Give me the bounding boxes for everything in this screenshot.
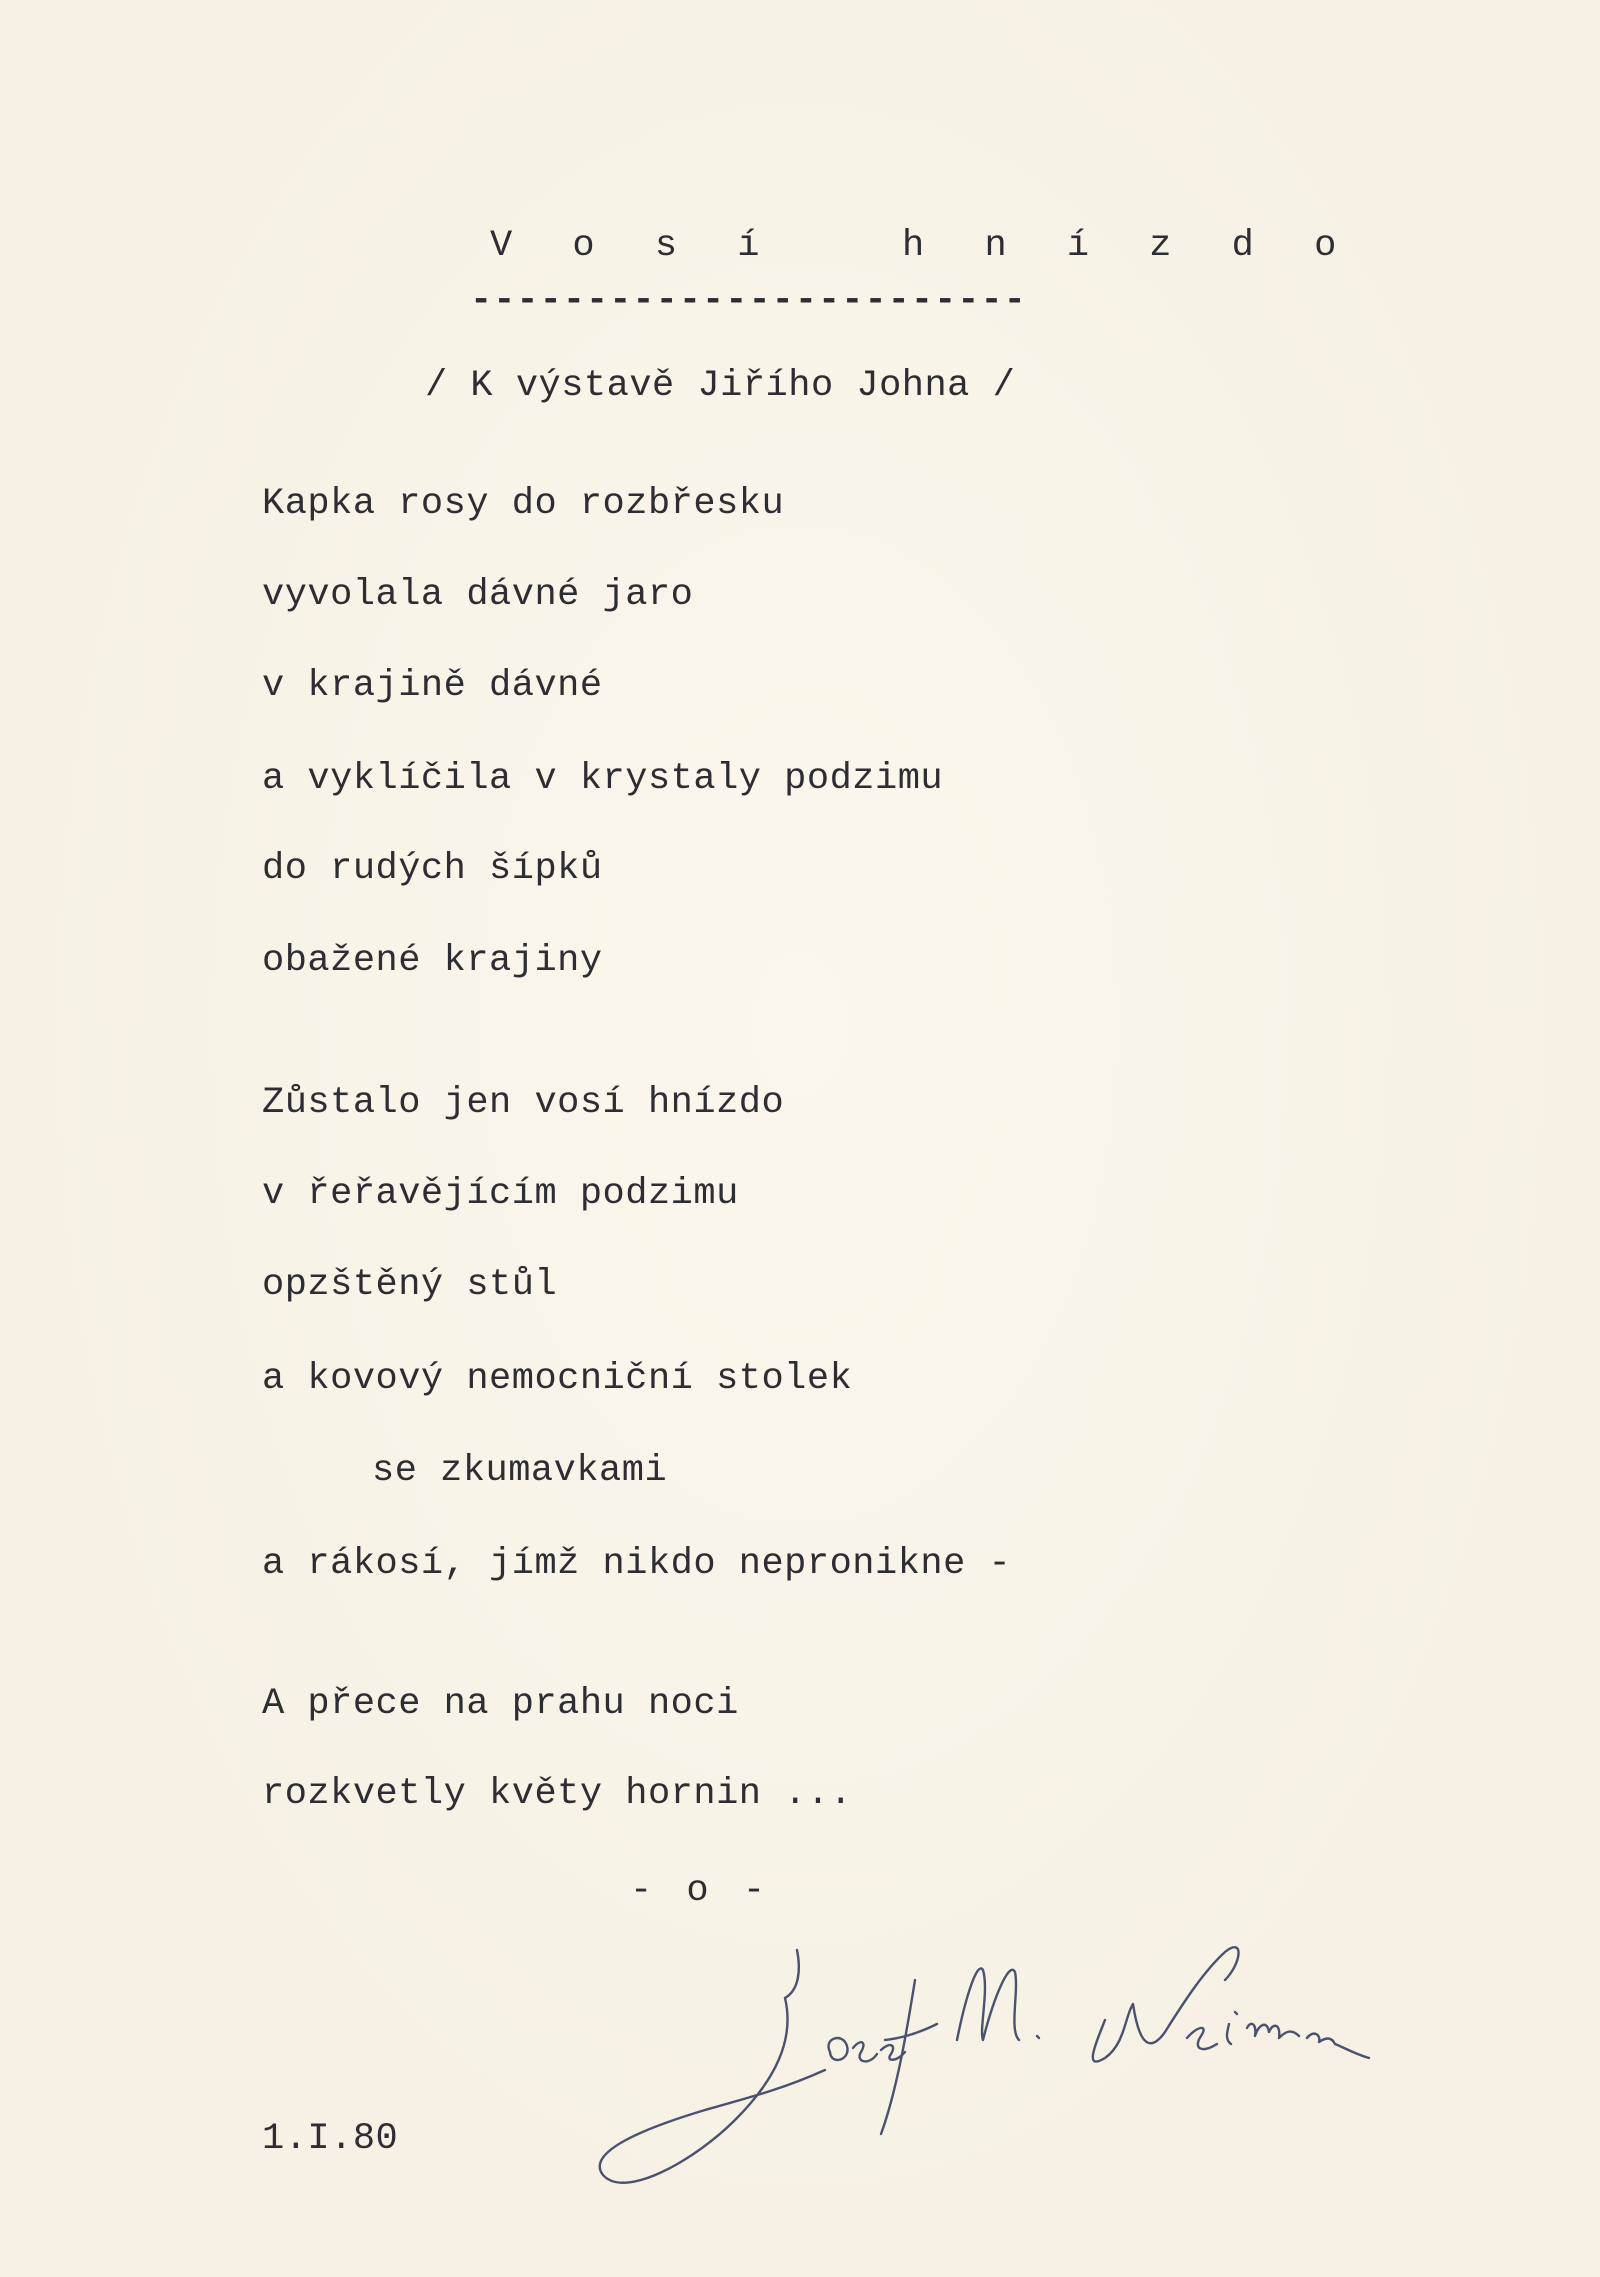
poem-line: v krajině dávné — [262, 665, 603, 707]
handwritten-signature — [585, 1920, 1415, 2230]
poem-line: Kapka rosy do rozbřesku — [262, 483, 785, 525]
poem-line: obažené krajiny — [262, 940, 603, 982]
poem-subtitle: / K výstavě Jiřího Johna / — [425, 365, 1016, 407]
poem-line: do rudých šípků — [262, 848, 603, 890]
poem-line: rozkvetly květy hornin ... — [262, 1773, 853, 1815]
poem-line: opzštěný stůl — [262, 1264, 558, 1306]
poem-line: v řeřavějícím podzimu — [262, 1173, 739, 1215]
poem-line: a vyklíčila v krystaly podzimu — [262, 758, 944, 800]
end-mark: - o - — [630, 1870, 772, 1912]
poem-line: se zkumavkami — [372, 1450, 668, 1492]
poem-line: a rákosí, jímž nikdo nepronikne - — [262, 1543, 1012, 1585]
date: 1.I.80 — [262, 2118, 399, 2160]
poem-line: A přece na prahu noci — [262, 1683, 739, 1725]
title-underline: ------------------------ — [470, 280, 1027, 322]
poem-title: V o s í h n í z d o — [490, 225, 1356, 267]
poem-line: a kovový nemocniční stolek — [262, 1358, 853, 1400]
poem-line: Zůstalo jen vosí hnízdo — [262, 1082, 785, 1124]
poem-line: vyvolala dávné jaro — [262, 574, 694, 616]
